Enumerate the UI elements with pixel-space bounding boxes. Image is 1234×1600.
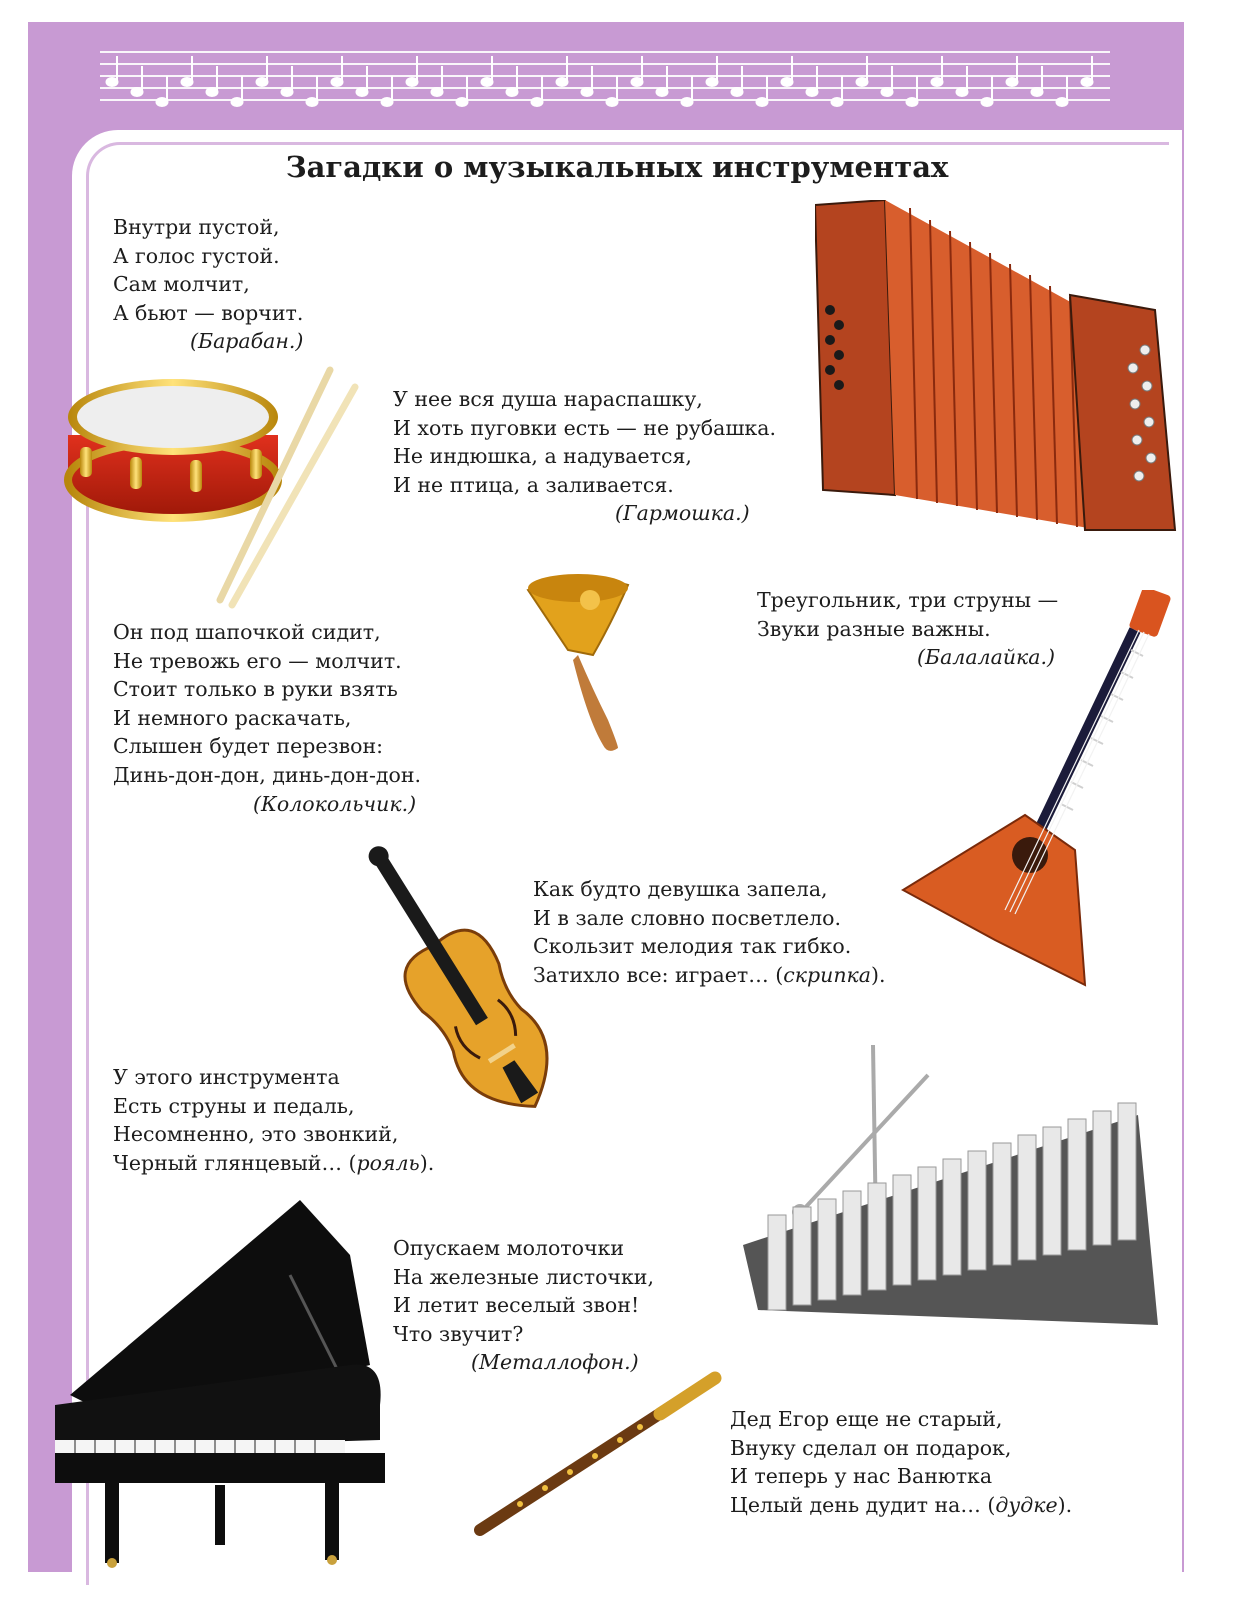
metallophone-bar <box>1093 1111 1111 1245</box>
metallophone-bar <box>1018 1135 1036 1260</box>
metallophone-bar <box>968 1151 986 1270</box>
riddle-answer: (Металлофон.) <box>471 1350 639 1375</box>
riddle-line: Слышен будет перезвон: <box>113 734 384 759</box>
riddle-line: Не индюшка, а надувается, <box>393 444 692 469</box>
metallophone-bar <box>1118 1103 1136 1240</box>
riddle-line: А бьют — ворчит. <box>113 300 304 325</box>
riddle-line: Треугольник, три струны — <box>757 588 1059 612</box>
metallophone-bar <box>918 1167 936 1280</box>
riddle-answer: (Гармошка.) <box>615 501 750 526</box>
riddle-line-with-answer <box>730 1491 1072 1520</box>
riddle-text: Целый день дудит на… ( <box>730 1492 996 1517</box>
riddle-line: Несомненно, это звонкий, <box>113 1122 399 1147</box>
riddle-line-with-answer <box>113 1149 434 1178</box>
riddle-line: Внуку сделал он подарок, <box>730 1435 1012 1460</box>
metallophone-bar <box>793 1207 811 1305</box>
riddle-line: И летит веселый звон! <box>393 1293 640 1318</box>
drum-picture <box>60 365 370 610</box>
bell-picture <box>518 560 643 755</box>
riddle-line: И не птица, а заливается. <box>393 472 674 497</box>
riddle-line: Не тревожь его — молчит. <box>113 648 402 673</box>
balalaika-picture <box>895 590 1185 990</box>
riddle-line: Сам молчит, <box>113 272 250 297</box>
riddle-line: На железные листочки, <box>393 1264 654 1289</box>
riddle-answer: (Колокольчик.) <box>253 791 417 816</box>
riddle-answer: рояль <box>356 1150 420 1175</box>
riddle-line: И хоть пуговки есть — не рубашка. <box>393 415 776 440</box>
riddle-bell <box>113 618 421 818</box>
metallophone-bar <box>1068 1119 1086 1250</box>
riddle-line: Дед Егор еще не старый, <box>730 1407 1003 1431</box>
riddle-line: Как будто девушка запела, <box>533 877 828 901</box>
metallophone-bar <box>868 1183 886 1290</box>
metallophone-bar <box>993 1143 1011 1265</box>
riddle-line: Он под шапочкой сидит, <box>113 620 381 644</box>
riddle-line: И немного раскачать, <box>113 705 352 730</box>
riddle-answer: (Балалайка.) <box>917 645 1056 670</box>
accordion-picture <box>815 200 1180 540</box>
riddle-answer: (Барабан.) <box>190 329 304 354</box>
riddle-line: Внутри пустой, <box>113 215 280 239</box>
riddle-line: Стоит только в руки взять <box>113 677 398 702</box>
riddle-line: Динь-дон-дон, динь-дон-дон. <box>113 762 422 787</box>
riddle-line: У нее вся душа нараспашку, <box>393 387 703 411</box>
metallophone-picture <box>738 1040 1178 1350</box>
metallophone-bar <box>818 1199 836 1300</box>
riddle-text: Затихло все: играет… ( <box>533 962 784 987</box>
riddle-line: У этого инструмента <box>113 1065 340 1089</box>
riddle-line: Есть струны и педаль, <box>113 1093 355 1118</box>
riddle-accordion <box>393 385 776 528</box>
riddle-line: Что звучит? <box>393 1321 524 1346</box>
riddle-metallophone <box>393 1234 654 1377</box>
metallophone-bar <box>843 1191 861 1295</box>
riddle-line: И теперь у нас Ванютка <box>730 1464 993 1489</box>
riddle-line: И в зале словно посветлело. <box>533 905 841 930</box>
riddle-text: ). <box>419 1150 435 1175</box>
metallophone-bar <box>768 1215 786 1310</box>
riddle-answer: дудке <box>995 1492 1058 1517</box>
violin-picture <box>345 825 595 1150</box>
riddle-line: Скользит мелодия так гибко. <box>533 934 852 959</box>
metallophone-bar <box>893 1175 911 1285</box>
metallophone-bar <box>1043 1127 1061 1255</box>
riddle-line: А голос густой. <box>113 243 280 268</box>
riddle-drum <box>113 213 303 356</box>
pipe-picture <box>470 1368 725 1540</box>
page-title: Загадки о музыкальных инструментах <box>285 150 949 184</box>
piano-picture <box>50 1195 390 1570</box>
riddle-line: Опускаем молоточки <box>393 1236 625 1260</box>
riddle-pipe <box>730 1405 1072 1519</box>
riddle-text: ). <box>1057 1492 1073 1517</box>
riddle-answer: скрипка <box>783 962 871 987</box>
riddle-text: Черный глянцевый… ( <box>113 1150 357 1175</box>
riddle-text: ). <box>870 962 886 987</box>
metallophone-bar <box>943 1159 961 1275</box>
riddle-line: Звуки разные важны. <box>757 616 991 641</box>
music-notes-decoration <box>100 38 1110 118</box>
